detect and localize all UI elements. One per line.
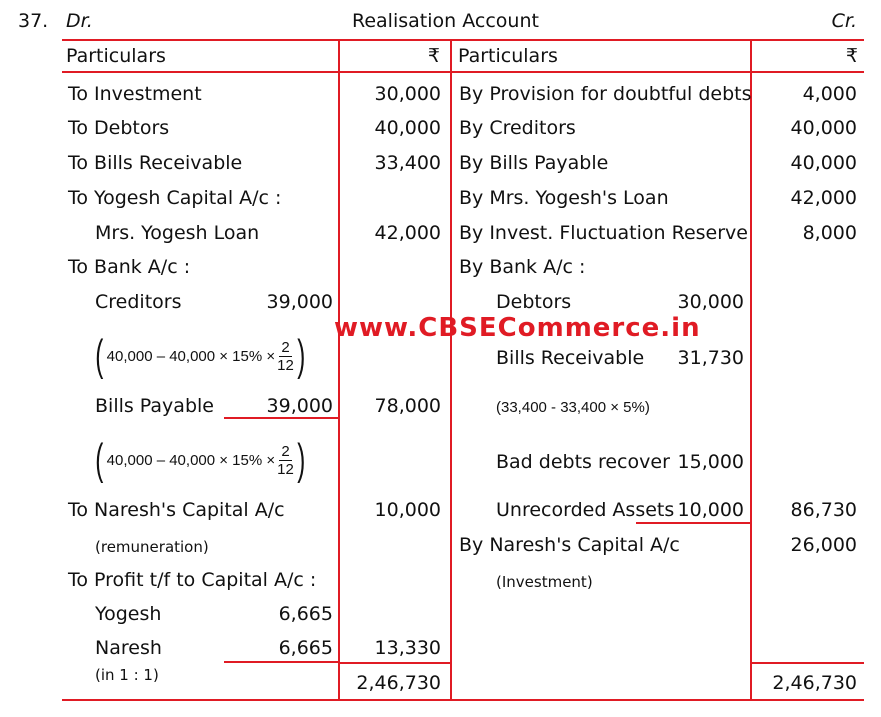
left-bills-receivable-label: To Bills Receivable (68, 152, 243, 174)
table-bottom-border (62, 699, 864, 701)
right-creditors-label: By Creditors (459, 117, 576, 139)
credit-label: Cr. (831, 10, 857, 32)
left-bills-receivable-amount: 33,400 (374, 152, 441, 174)
left-debtors-label: To Debtors (68, 117, 170, 139)
left-bank-total-amount: 78,000 (374, 395, 441, 417)
left-debtors-amount: 40,000 (374, 117, 441, 139)
right-unrecorded-assets-label: Unrecorded Assets (496, 499, 675, 521)
left-profit-subtotal-underline (224, 661, 338, 663)
left-profit-total-amount: 13,330 (374, 637, 441, 659)
right-grand-total: 2,46,730 (772, 672, 857, 694)
right-investment-note: (Investment) (496, 573, 593, 591)
left-bills-payable-sub-amount: 39,000 (266, 395, 333, 417)
left-rupee-header: ₹ (427, 45, 440, 67)
left-bank-subtotal-underline (224, 417, 338, 419)
left-yogesh-label: Yogesh (95, 603, 162, 625)
question-number: 37. (18, 10, 49, 32)
left-remuneration-note: (remuneration) (95, 538, 209, 556)
table-top-border (62, 39, 864, 41)
right-bank-label: By Bank A/c : (459, 256, 586, 278)
right-provision-label: By Provision for doubtful debts (459, 83, 752, 105)
right-total-top-border (752, 662, 864, 664)
left-investment-amount: 30,000 (374, 83, 441, 105)
right-naresh-capital-amount: 26,000 (790, 534, 857, 556)
right-bills-receivable-formula: (33,400 - 33,400 × 5%) (496, 399, 650, 416)
left-creditors-formula: ( 40,000 – 40,000 × 15% × $\frac{2}{12}$ ) (95, 331, 306, 380)
debit-label: Dr. (66, 10, 93, 32)
left-grand-total: 2,46,730 (356, 672, 441, 694)
left-creditors-label: Creditors (95, 291, 182, 313)
left-bank-label: To Bank A/c : (68, 256, 191, 278)
left-yogesh-sub-amount: 6,665 (278, 603, 333, 625)
account-title: Realisation Account (352, 10, 539, 32)
header-bottom-border (62, 71, 864, 73)
left-naresh-capital-amount: 10,000 (374, 499, 441, 521)
left-bills-payable-label: Bills Payable (95, 395, 214, 417)
left-bills-payable-formula: ( 40,000 – 40,000 × 15% × $\frac{2}{12}$ ) (95, 435, 306, 484)
left-naresh-label: Naresh (95, 637, 162, 659)
right-rupee-header: ₹ (845, 45, 858, 67)
left-mrs-yogesh-loan-amount: 42,000 (374, 222, 441, 244)
left-ratio-note: (in 1 : 1) (95, 666, 159, 684)
left-particulars-header: Particulars (66, 45, 166, 67)
center-divider (450, 39, 452, 701)
watermark-text: www.CBSECommerce.in (334, 313, 701, 343)
left-yogesh-capital-label: To Yogesh Capital A/c : (68, 187, 282, 209)
right-bills-payable-amount: 40,000 (790, 152, 857, 174)
right-bad-debts-sub-amount: 15,000 (677, 451, 744, 473)
right-creditors-amount: 40,000 (790, 117, 857, 139)
left-naresh-capital-label: To Naresh's Capital A/c (68, 499, 285, 521)
right-bills-payable-label: By Bills Payable (459, 152, 609, 174)
right-bank-subtotal-underline (636, 522, 750, 524)
left-creditors-sub-amount: 39,000 (266, 291, 333, 313)
right-bills-receivable-sub-amount: 31,730 (677, 347, 744, 369)
left-total-top-border (340, 662, 450, 664)
right-bad-debts-label: Bad debts recover (496, 451, 670, 473)
right-mrs-yogesh-loan-amount: 42,000 (790, 187, 857, 209)
left-investment-label: To Investment (68, 83, 202, 105)
right-naresh-capital-label: By Naresh's Capital A/c (459, 534, 680, 556)
right-mrs-yogesh-loan-label: By Mrs. Yogesh's Loan (459, 187, 669, 209)
right-bills-receivable-label: Bills Receivable (496, 347, 645, 369)
left-profit-label: To Profit t/f to Capital A/c : (68, 569, 317, 591)
right-unrecorded-assets-sub-amount: 10,000 (677, 499, 744, 521)
left-mrs-yogesh-loan-label: Mrs. Yogesh Loan (95, 222, 260, 244)
left-naresh-sub-amount: 6,665 (278, 637, 333, 659)
right-ifr-amount: 8,000 (802, 222, 857, 244)
right-particulars-header: Particulars (458, 45, 558, 67)
right-provision-amount: 4,000 (802, 83, 857, 105)
right-debtors-sub-amount: 30,000 (677, 291, 744, 313)
right-debtors-label: Debtors (496, 291, 572, 313)
right-bank-total-amount: 86,730 (790, 499, 857, 521)
right-ifr-label: By Invest. Fluctuation Reserve (459, 222, 748, 244)
